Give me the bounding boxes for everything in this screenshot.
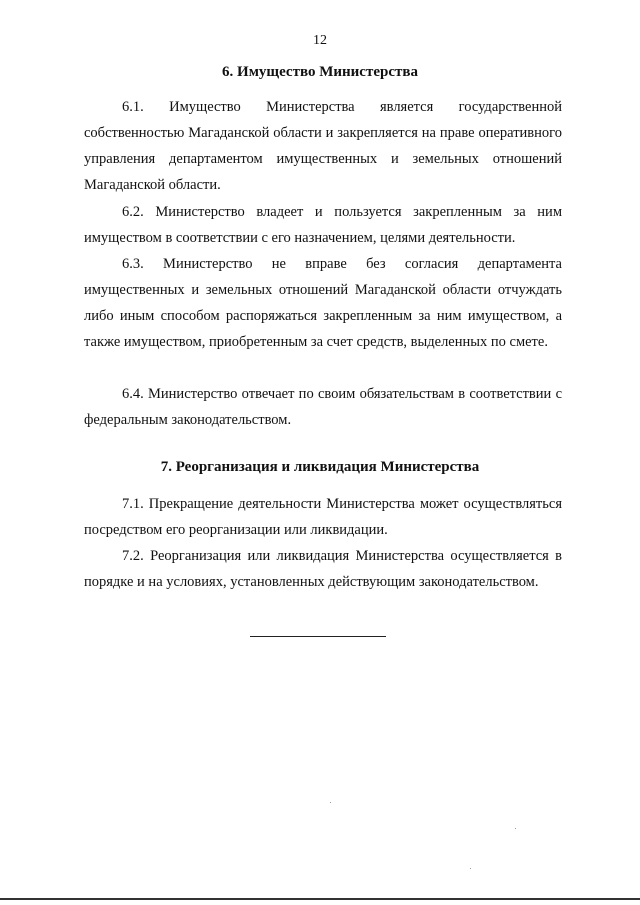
scan-bottom-edge bbox=[0, 898, 640, 900]
paragraph-7-1: 7.1. Прекращение деятельности Министерства может осуществляться посредством его реорганизации или ликвидации. bbox=[84, 496, 562, 538]
end-rule bbox=[250, 636, 386, 637]
paragraph-6-3: 6.3. Министерство не вправе без согласия департамента имущественных и земельных отношений Магаданской области отчуждать либо иным способом распоряжаться закрепленным за ним имуществом, а также имуществом, приобретенным за счет средств, выделенных по смете. bbox=[84, 256, 562, 350]
scan-speck bbox=[515, 828, 516, 829]
section-7-heading: 7. Реорганизация и ликвидация Министерства bbox=[160, 459, 480, 475]
paragraph-6-1: 6.1. Имущество Министерства является государственной собственностью Магаданской области и закрепляется на праве оперативного управления департаментом имущественных и земельных отношений Магаданской области. bbox=[84, 99, 562, 193]
paragraph-6-2: 6.2. Министерство владеет и пользуется закрепленным за ним имуществом в соответствии с его назначением, целями деятельности. bbox=[84, 204, 562, 246]
scan-speck bbox=[470, 868, 471, 869]
paragraph-6-4: 6.4. Министерство отвечает по своим обязательствам в соответствии с федеральным законодательством. bbox=[84, 386, 562, 428]
page-number: 12 bbox=[313, 33, 327, 48]
section-6-heading: 6. Имущество Министерства bbox=[222, 64, 418, 80]
scan-speck bbox=[330, 802, 331, 803]
paragraph-7-2: 7.2. Реорганизация или ликвидация Министерства осуществляется в порядке и на условиях, установленных действующим законодательством. bbox=[84, 548, 562, 590]
